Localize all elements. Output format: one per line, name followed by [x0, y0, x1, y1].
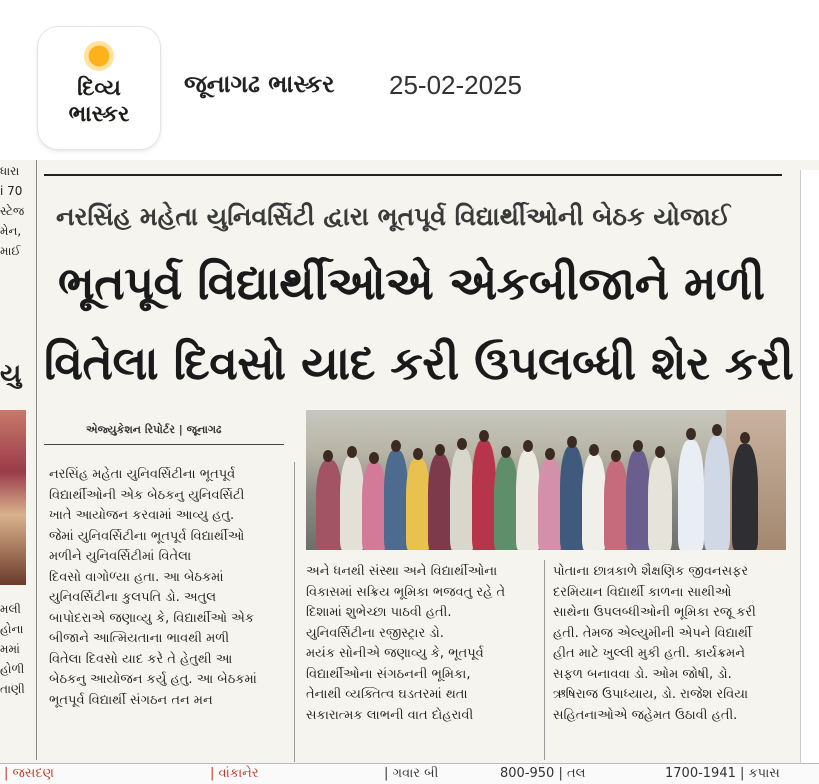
adjacent-article-strip	[0, 160, 30, 740]
text-line: વિકાસમાં સક્રિય ભૂમિકા ભજવતુ રહે તે	[306, 584, 506, 600]
footer-item: | ગવાર બી	[384, 766, 439, 781]
strip-line: મમાં	[0, 642, 20, 656]
article-kicker: નરસિંહ મહેતા યુનિવર્સિટી દ્વારા ભૂતપૂર્વ વિદ્યાર્થીઓની બેઠક યોજાઈ	[56, 202, 731, 231]
sun-icon	[84, 41, 114, 71]
edition-name: જૂનાગઢ ભાસ્કર	[184, 70, 335, 98]
strip-line: તાણી	[0, 682, 25, 696]
divya-bhaskar-logo[interactable]	[38, 27, 160, 149]
top-rule	[44, 174, 782, 176]
strip-line: i 70	[0, 184, 23, 198]
text-line: પોતાના છાત્રકાળે શૈક્ષણિક જીવનસફર	[553, 564, 749, 579]
strip-heading: યુ	[0, 359, 22, 389]
text-line: વિદ્યાર્થીઓના સંગઠનની ભૂમિકા,	[306, 666, 471, 682]
text-line: ભૂતપૂર્વ વિદ્યાર્થી સંગઠન તન મન	[49, 692, 213, 708]
headline-line1: ભૂતપૂર્વ વિદ્યાર્થીઓએ એકબીજાને મળી	[58, 256, 765, 310]
strip-line: સ્ટેજ	[0, 204, 25, 218]
text-line: મયંક સોનીએ જણાવ્યુ કે, ભૂતપૂર્વ	[306, 646, 484, 661]
text-line: જેમાં યુનિવર્સિટીના ભૂતપૂર્વ વિદ્યાર્થીઓ	[49, 528, 245, 544]
footer-item: 1700-1941 | કપાસ	[665, 766, 780, 781]
text-line: હીત માટે ખુલ્લી મુકી હતી. કાર્યક્રમને	[553, 646, 746, 661]
column-divider	[36, 160, 37, 760]
text-line: સકારાત્મક લાભની વાત દોહરાવી	[306, 707, 474, 723]
strip-line: હોના	[0, 622, 24, 636]
article-column-1	[49, 465, 285, 711]
text-line: દિવસો વાગોળ્યા હતા. આ બેઠકમાં	[49, 569, 224, 585]
page-edge	[800, 170, 819, 763]
text-line: મળીને યુનિવર્સિટીમાં વિતેલા	[49, 549, 192, 564]
strip-line: ધારા	[0, 164, 20, 178]
text-line: સહિતનાઓએ જહેમત ઉઠાવી હતી.	[553, 707, 738, 723]
text-line: અને ધનથી સંસ્થા અને વિદ્યાર્થીઓના	[306, 564, 498, 579]
text-line: સફળ બનાવવા ડો. ઓમ જોષી, ડો.	[553, 666, 732, 682]
text-line: બેઠકનુ આયોજન કર્યુ હતુ. આ બેઠકમાં	[49, 672, 257, 687]
header	[0, 0, 819, 160]
text-line: બાપોદરાએ જણાવ્યુ કે, વિદ્યાર્થીઓ એક	[49, 610, 255, 626]
newspaper-page	[0, 160, 819, 783]
column-divider	[544, 560, 545, 760]
logo-text-line2: ભાસ્કર	[68, 102, 130, 127]
column-divider	[294, 462, 295, 762]
footer-item: 800-950 | તલ	[500, 766, 586, 781]
byline-rule	[44, 444, 284, 445]
text-line: દરમિયાન વિદ્યાર્થી કાળના સાથીઓ	[553, 584, 732, 600]
market-rates-strip	[0, 763, 819, 784]
headline-line2: વિતેલા દિવસો યાદ કરી ઉપલબ્ધી શેર કરી	[44, 336, 794, 390]
strip-line: મલી	[0, 602, 21, 616]
text-line: ખાતે આયોજન કરવામાં આવ્યુ હતુ.	[49, 508, 235, 523]
text-line: દિશામાં શુભેચ્છા પાઠવી હતી.	[306, 605, 452, 620]
adjacent-photo	[0, 410, 26, 585]
strip-line: હોળી	[0, 662, 25, 676]
edition-date: 25-02-2025	[389, 70, 522, 100]
strip-line: માઈ	[0, 244, 21, 258]
text-line: તેનાથી વ્યક્તિત્વ ઘડતરમાં થતા	[306, 687, 468, 702]
text-line: વિદ્યાર્થીઓની એક બેઠકનુ યુનિવર્સિટી	[49, 487, 245, 503]
group-photo	[306, 410, 786, 550]
text-line: વિતેલા દિવસો યાદ કરે તે હેતુથી આ	[49, 651, 233, 667]
text-line: હતી. તેમજ એલ્યુમીની એપને વિદ્યાર્થી	[553, 625, 752, 641]
article	[44, 180, 794, 760]
footer-item: | જસદણ	[4, 766, 54, 781]
footer-item: | વાંકાનેર	[210, 766, 259, 781]
article-column-3	[553, 562, 785, 726]
text-line: નરસિંહ મહેતા યુનિવર્સિટીના ભૂતપૂર્વ	[49, 467, 236, 482]
strip-line: મેન,	[0, 224, 22, 238]
logo-text-line1: દિવ્ય	[77, 76, 121, 101]
byline: એજ્યુકેશન રિપોર્ટર | જૂનાગઢ	[86, 423, 222, 436]
article-column-2	[306, 562, 536, 726]
text-line: સાથેના ઉપલબ્ધીઓની ભૂમિકા રજૂ કરી	[553, 605, 756, 620]
text-line: યુનિવર્સિટીના કુલપતિ ડો. અતુલ	[49, 590, 217, 605]
text-line: બીજાને આત્મિયતાના ભાવથી મળી	[49, 631, 230, 646]
text-line: યુનિવર્સિટીના રજીસ્ટ્રાર ડો.	[306, 625, 444, 641]
text-line: ઋષિરાજ ઉપાધ્યાય, ડો. રાજેશ રવિયા	[553, 687, 749, 702]
